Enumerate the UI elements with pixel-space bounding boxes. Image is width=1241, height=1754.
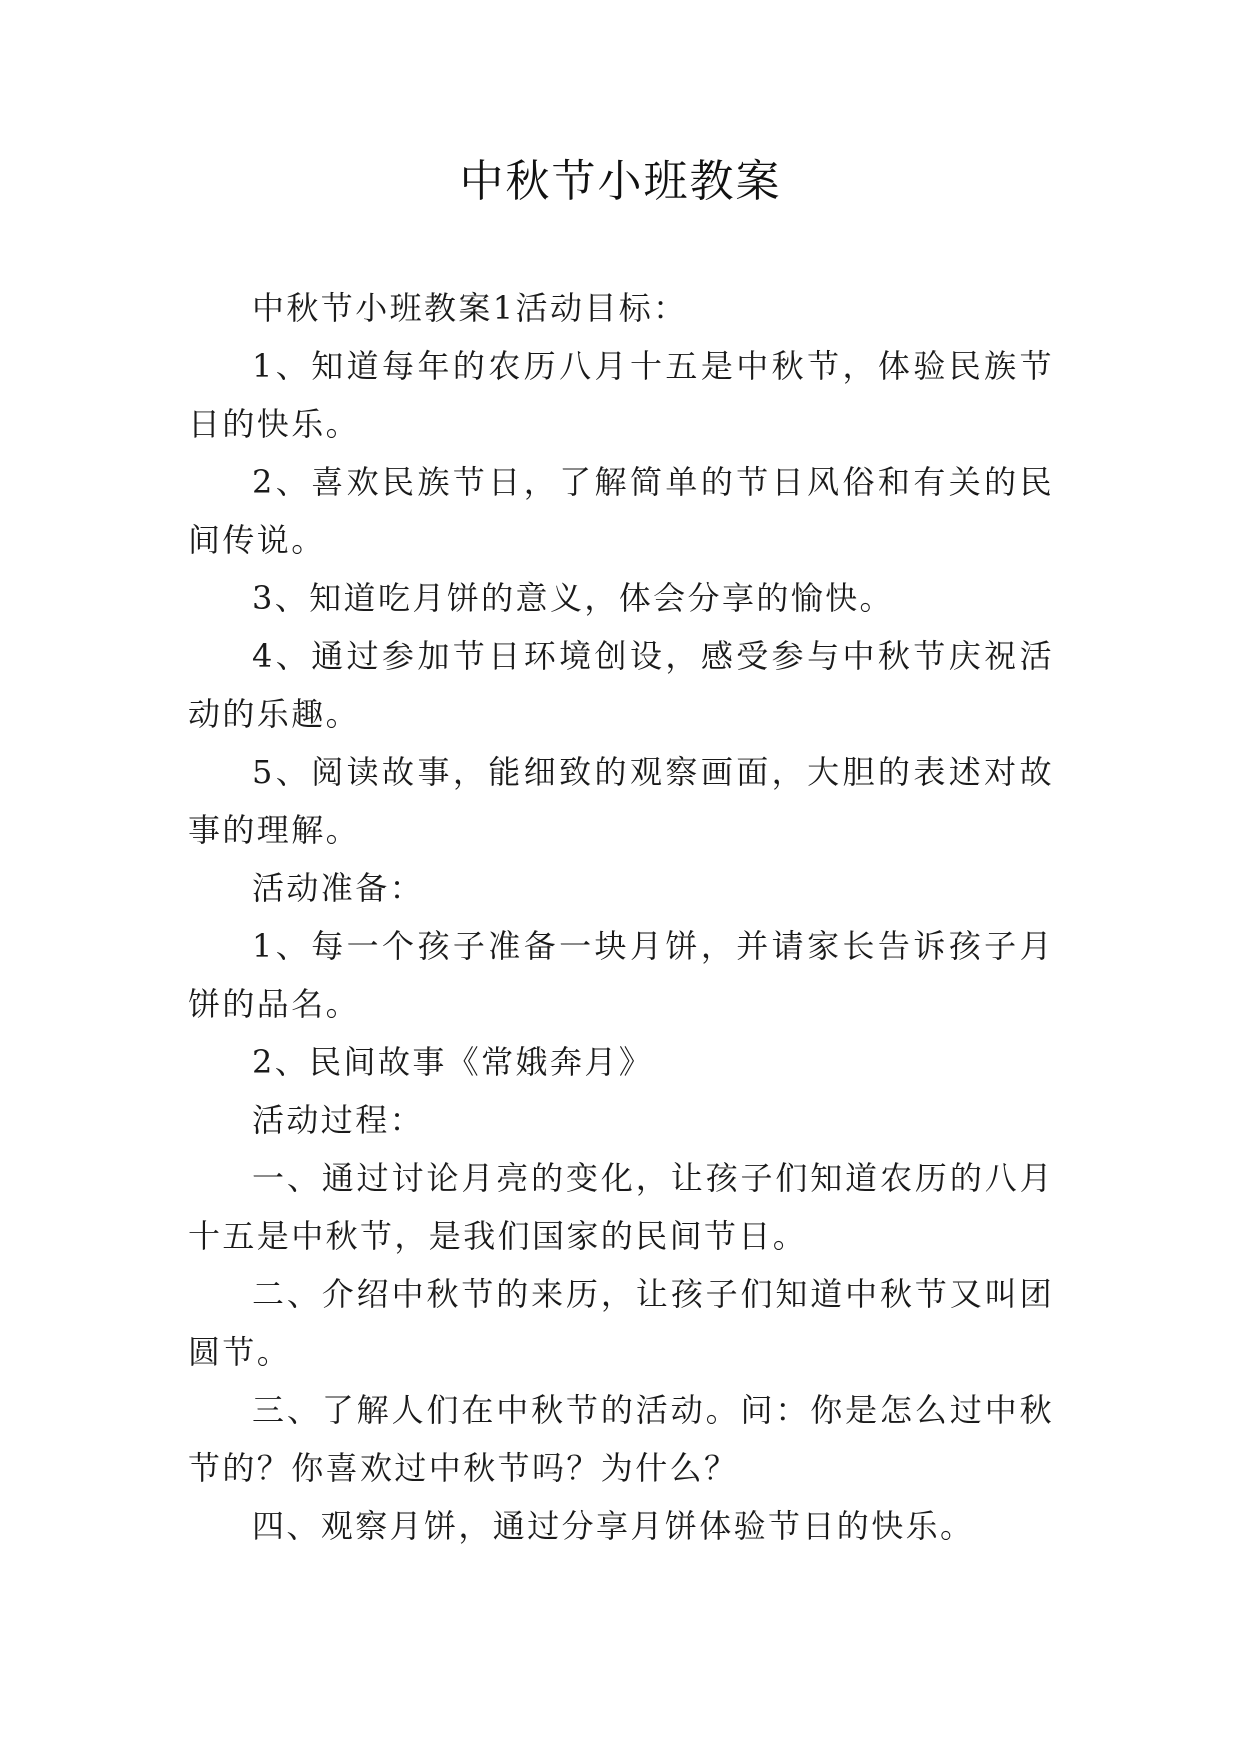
- document-body: [188, 279, 1054, 1555]
- document-title: 中秋节小班教案: [459, 156, 782, 207]
- paragraph: 活动过程：: [252, 1101, 425, 1139]
- paragraph: 三、了解人们在中秋节的活动。问：你是怎么过中秋节的？你喜欢过中秋节吗？为什么？: [188, 1391, 1054, 1487]
- paragraph: 2、民间故事《常娥奔月》: [252, 1043, 654, 1081]
- paragraph: 1、知道每年的农历八月十五是中秋节，体验民族节日的快乐。: [188, 347, 1054, 443]
- paragraph: 2、喜欢民族节日，了解简单的节日风俗和有关的民间传说。: [188, 463, 1054, 559]
- paragraph: 5、阅读故事，能细致的观察画面，大胆的表述对故事的理解。: [188, 753, 1054, 849]
- paragraph: 二、介绍中秋节的来历，让孩子们知道中秋节又叫团圆节。: [188, 1275, 1054, 1371]
- paragraph: 3、知道吃月饼的意义，体会分享的愉快。: [252, 579, 894, 617]
- paragraph: 一、通过讨论月亮的变化，让孩子们知道农历的八月十五是中秋节，是我们国家的民间节日。: [188, 1159, 1054, 1255]
- paragraph: 1、每一个孩子准备一块月饼，并请家长告诉孩子月饼的品名。: [188, 927, 1054, 1023]
- paragraph: 4、通过参加节日环境创设，感受参与中秋节庆祝活动的乐趣。: [188, 637, 1054, 733]
- paragraph: 中秋节小班教案1活动目标：: [252, 289, 688, 327]
- paragraph: 活动准备：: [252, 869, 425, 907]
- paragraph: 四、观察月饼，通过分享月饼体验节日的快乐。: [252, 1507, 975, 1545]
